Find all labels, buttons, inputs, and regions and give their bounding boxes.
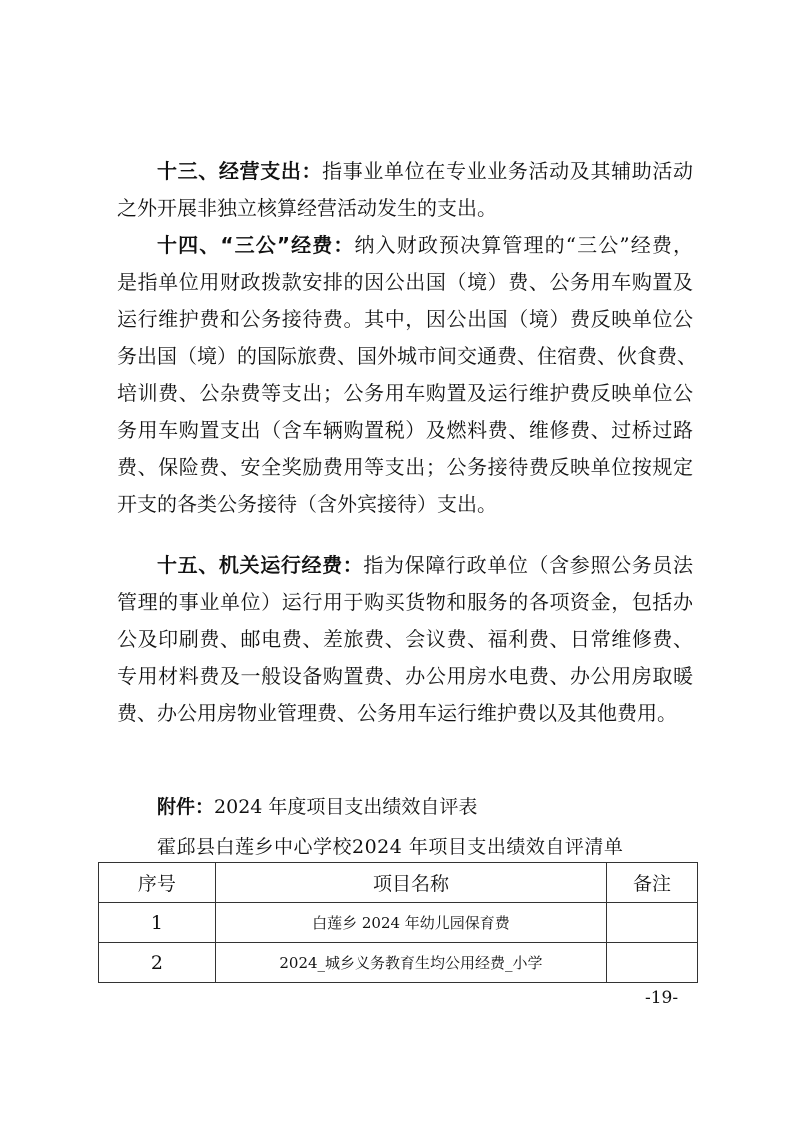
table-row: 2 2024_城乡义务教育生均公用经费_小学 xyxy=(99,943,698,983)
section-heading: 十五、机关运行经费： xyxy=(157,553,364,577)
table-title: 霍邱县白莲乡中心学校2024 年项目支出绩效自评清单 xyxy=(157,836,624,858)
section-heading: 十四、“三公”经费： xyxy=(157,233,355,257)
table-header: 序号 项目名称 备注 xyxy=(99,863,698,903)
table-row: 1 白莲乡 2024 年幼儿园保育费 xyxy=(99,903,698,943)
page-number: -19- xyxy=(645,988,679,1008)
section-heading: 十三、经营支出： xyxy=(157,159,323,183)
section-15: 十五、机关运行经费：指为保障行政单位（含参照公务员法 管理的事业单位）运行用于购买货物和服务的各项资金，包括办 公及印刷费、邮电费、差旅费、会议费、福利费、日常维修费、 专用材料费及一般设备购置费、办公用房水电费、办公用房取暖 费、办公用房物业管理费、公务用车运行维护费以及其他费用。 xyxy=(117,553,694,725)
section-13: 十三、经营支出：指事业单位在专业业务活动及其辅助活动 之外开展非独立核算经营活动发生的支出。 xyxy=(117,159,694,220)
attachment-line: 附件：2024 年度项目支出绩效自评表 xyxy=(157,796,478,818)
section-14: 十四、“三公”经费：纳入财政预决算管理的“三公”经费， 是指单位用财政拨款安排的因公出国（境）费、公务用车购置及 运行维护费和公务接待费。其中，因公出国（境）费反映单位公 务出国（境）的国际旅费、国外城市间交通费、住宿费、伙食费、 培训费、公杂费等支出；公务用车购置及运行维护费反映单位公 务用车购置支出（含车辆购置税）及燃料费、维修费、过桥过路 费、保险费、安全奖励费用等支出；公务接待费反映单位按规定 开支的各类公务接待（含外宾接待）支出。 xyxy=(117,233,697,516)
project-table xyxy=(98,862,698,983)
